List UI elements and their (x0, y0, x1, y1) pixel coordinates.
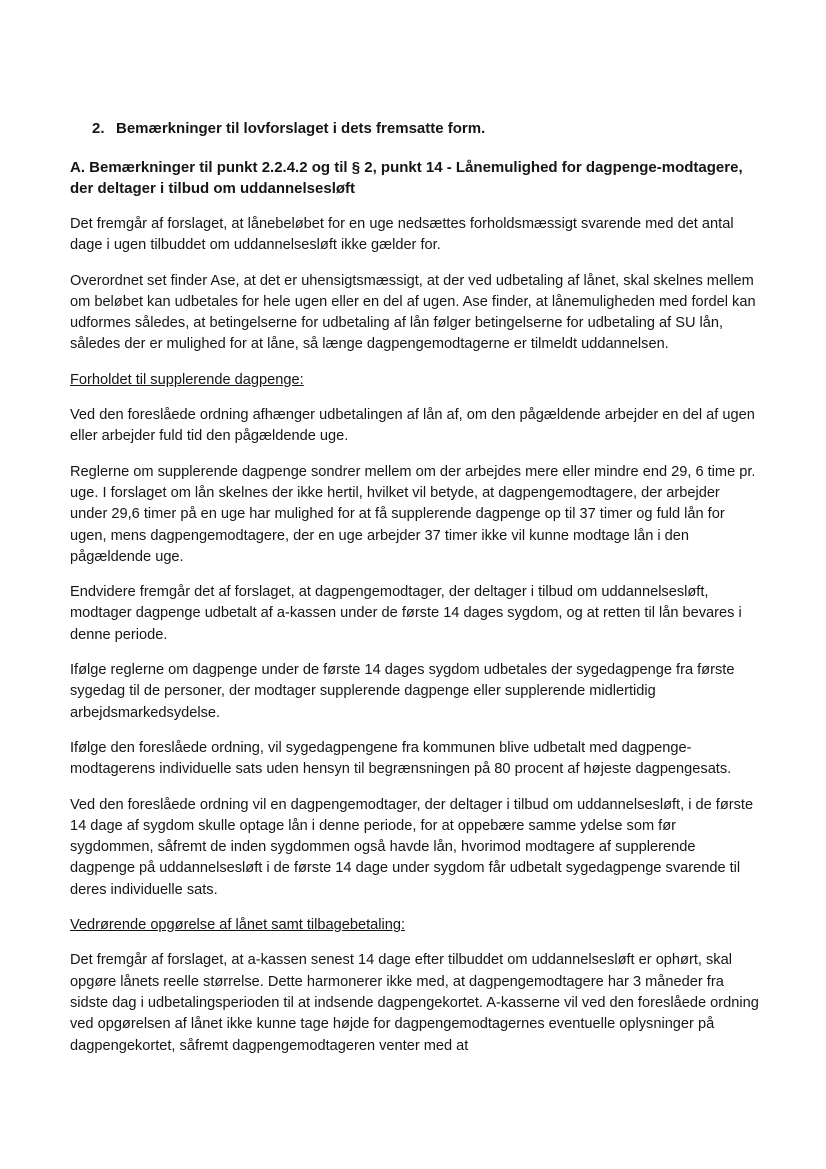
paragraph-c-1: Det fremgår af forslaget, at a-kassen senest 14 dage efter tilbuddet om uddannelsesløft er ophørt, skal opgøre lånets reelle størrelse. Dette harmonerer ikke med, at dagpengemodtagere har 3 måneder fra sidste dag i udbetalingsperioden til at indsende dagpengekortet. A-kasserne vil ved den foreslåede ordning ved opgørelsen af lånet ikke kunne tage højde for dagpengemodtagernes eventuelle oplysninger på dagpengekortet, såfremt dagpengemodtageren venter med at (70, 952, 759, 1054)
paragraph-a-2: Overordnet set finder Ase, at det er uhensigtsmæssigt, at der ved udbetaling af lånet, skal skelnes mellem om beløbet kan udbetales for hele ugen eller en del af ugen. Ase finder, at lånemuligheden med fordel kan udformes således, at betingelserne for udbetaling af lån følger betingelserne for udbetaling af SU lån, således der er mulighed for at låne, så længe dagpengemodtagerne er tilmeldt uddannelsen. (70, 272, 756, 353)
paragraph-b-4: Ifølge reglerne om dagpenge under de første 14 dages sygdom udbetales der sygedagpenge fra første sygedag til de personer, der modtager supplerende dagpenge eller supplerende midlertidig arbejdsmarkedsydelse. (70, 662, 735, 721)
paragraph-a-1: Det fremgår af forslaget, at lånebeløbet for en uge nedsættes forholdsmæssigt svarende med det antal dage i ugen tilbuddet om uddannelsesløft ikke gælder for. (70, 216, 734, 254)
paragraph-b-5: Ifølge den foreslåede ordning, vil sygedagpengene fra kommunen blive udbetalt med dagpenge-modtagerens individuelle sats uden hensyn til begrænsningen på 80 procent af højeste dagpengesats. (70, 739, 732, 778)
document-page (70, 118, 760, 1071)
paragraph-b-2: Reglerne om supplerende dagpenge sondrer mellem om der arbejdes mere eller mindre end 29, 6 time pr. uge. I forslaget om lån skelnes der ikke hertil, hvilket vil betyde, at dagpengemodtagere, der arbejder under 29,6 timer på en uge har mulighed for at få supplerende dagpenge op til 37 timer og fuld lån for ugen, mens dagpengemodtagere, der en uge arbejder 37 timer ikke vil kunne modtage lån i den pågældende uge. (70, 463, 756, 565)
section-heading (70, 118, 760, 139)
section-number: 2. (92, 120, 105, 137)
paragraph-b-6: Ved den foreslåede ordning vil en dagpengemodtager, der deltager i tilbud om uddannelsesløft, i de første 14 dage af sygdom skulle optage lån i denne periode, for at oppebære samme ydelse som før sygdommen, såfremt de inden sygdommen også havde lån, hvorimod modtagere af supplerende dagpenge på uddannelsesløft i de første 14 dage under sygdom får udbetalt sygedagpenge svarende til deres individuelle sats. (70, 796, 754, 898)
subsection-title: A. Bemærkninger til punkt 2.2.4.2 og til § 2, punkt 14 - Lånemulighed for dagpenge-modtagere, der deltager i tilbud om uddannelsesløft (70, 159, 743, 197)
heading-opgoerelse: Vedrørende opgørelse af lånet samt tilbagebetaling: (70, 917, 406, 934)
heading-supplerende-dagpenge: Forholdet til supplerende dagpenge: (70, 371, 304, 388)
paragraph-b-1: Ved den foreslåede ordning afhænger udbetalingen af lån af, om den pågældende arbejder en del af ugen eller arbejder fuld tid den pågældende uge. (70, 407, 755, 445)
section-title: Bemærkninger til lovforslaget i dets fremsatte form. (116, 120, 486, 137)
paragraph-b-3: Endvidere fremgår det af forslaget, at dagpengemodtager, der deltager i tilbud om uddannelsesløft, modtager dagpenge udbetalt af a-kassen under de første 14 dages sygdom, og at retten til lån bevares i denne periode. (70, 584, 742, 643)
